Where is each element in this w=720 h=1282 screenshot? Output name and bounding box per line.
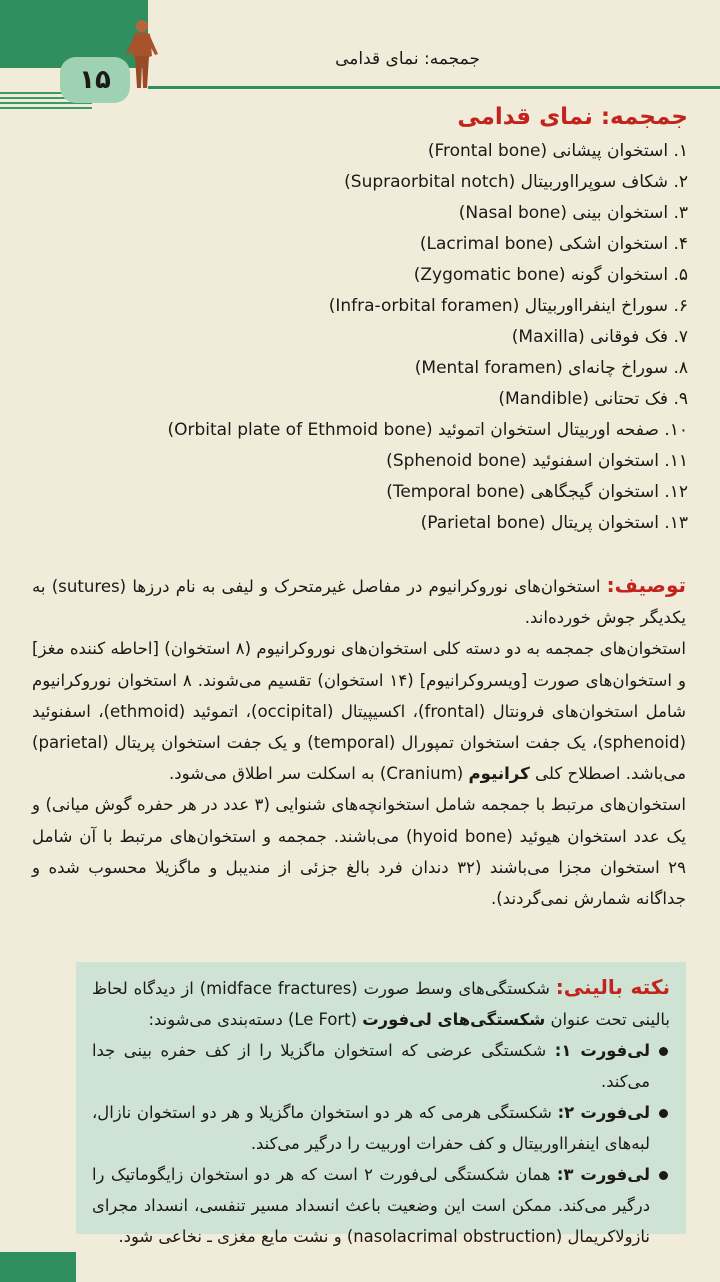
page-number: ۱۵ — [79, 65, 111, 95]
list-item: ۱۲. استخوان گیجگاهی (Temporal bone) — [386, 482, 688, 502]
footer-green-block — [0, 1252, 76, 1282]
running-title: جمجمه: نمای قدامی — [335, 49, 480, 69]
list-item: ۶. سوراخ اینفرااوربیتال (Infra-orbital foramen) — [328, 296, 688, 316]
bullet-icon — [659, 1047, 668, 1056]
lefort-list — [92, 1035, 670, 1252]
description-paragraph: استخوان‌های جمجمه به دو دسته کلی استخوان‌های نوروکرانیوم (۸ استخوان) [احاطه کننده مغز] و استخوان‌های صورت [ویسروکرانیوم] (۱۴ استخوان) تقسیم می‌شوند. ۸ استخوان نوروکرانیوم شامل استخوان‌های فرونتال (frontal)، اکسیپیتال (occipital)، اتموئید (ethmoid)، اسفنوئید (sphenoid)، یک جفت استخوان تمپورال (temporal) و یک جفت استخوان پریتال (parietal) می‌باشد. اصطلاح کلی کرانیوم (Cranium) به اسکلت سر اطلاق می‌شود. — [32, 639, 686, 784]
list-item: ۱۳. استخوان پریتال (Parietal bone) — [420, 513, 688, 533]
bone-list — [78, 136, 688, 539]
list-item: ۳. استخوان بینی (Nasal bone) — [458, 203, 688, 223]
list-item: لی‌فورت ۱: شکستگی عرضی که استخوان ماگزیلا را از کف حفره بینی جدا می‌کند. — [92, 1035, 670, 1097]
list-item: ۸. سوراخ چانه‌ای (Mental foramen) — [414, 358, 688, 378]
list-item: ۷. فک فوقانی (Maxilla) — [511, 327, 688, 347]
clinical-intro: نکته بالینی: شکستگی‌های وسط صورت (midface fractures) از دیدگاه لحاظ بالینی تحت عنوان شکستگی‌های لی‌فورت (Le Fort) دسته‌بندی می‌شوند: — [92, 975, 670, 1029]
list-item: لی‌فورت ۲: شکستگی هرمی که هر دو استخوان ماگزیلا و هر دو استخوان نازال، لبه‌های اینفرااوربیتال و کف حفرات اوربیت را درگیر می‌کند. — [92, 1097, 670, 1159]
bullet-icon — [659, 1109, 668, 1118]
bullet-icon — [659, 1171, 668, 1180]
list-item: ۱۰. صفحه اوربیتال استخوان اتموئید (Orbital plate of Ethmoid bone) — [167, 420, 688, 440]
list-item: ۲. شکاف سوپرااوربیتال (Supraorbital notch) — [344, 172, 688, 192]
clinical-note-box — [76, 962, 686, 1246]
list-item: ۴. استخوان اشکی (Lacrimal bone) — [419, 234, 688, 254]
list-item: ۹. فک تحتانی (Mandible) — [498, 389, 688, 409]
list-item: ۵. استخوان گونه (Zygomatic bone) — [413, 265, 688, 285]
description-block — [32, 570, 686, 914]
list-item: ۱. استخوان پیشانی (Frontal bone) — [427, 141, 688, 161]
description-paragraph: توصیف: استخوان‌های نوروکرانیوم در مفاصل غیرمتحرک و لیفی به نام درزها (sutures) به یکدیگر جوش خورده‌اند. — [32, 573, 687, 628]
anatomy-figure-icon — [118, 18, 166, 90]
header-rule — [148, 86, 720, 89]
cranium-term: کرانیوم — [468, 764, 530, 784]
section-content — [78, 100, 688, 539]
description-lead: توصیف: — [606, 573, 687, 597]
list-item: لی‌فورت ۳: همان شکستگی لی‌فورت ۲ است که هر دو استخوان زایگوماتیک را درگیر می‌کند. ممکن است این وضعیت باعث انسداد مسیر تنفسی، انسداد مجرای نازولاکریمال (nasolacrimal obstruction) و نشت مایع مغزی ـ نخاعی شود. — [92, 1159, 670, 1252]
list-item: ۱۱. استخوان اسفنوئید (Sphenoid bone) — [386, 451, 688, 471]
clinical-lead: نکته بالینی: — [555, 975, 670, 999]
section-title: جمجمه: نمای قدامی — [457, 104, 688, 130]
description-paragraph: استخوان‌های مرتبط با جمجمه شامل استخوانچه‌های شنوایی (۳ عدد در هر حفره گوش میانی) و یک عدد استخوان هیوئید (hyoid bone) می‌باشند. جمجمه و استخوان‌های مرتبط با آن شامل ۲۹ استخوان مجزا می‌باشند (۳۲ دندان فرد بالغ جزئی از مندیبل و ماگزیلا محسوب شده و جداگانه شمارش نمی‌گردند). — [32, 795, 686, 909]
